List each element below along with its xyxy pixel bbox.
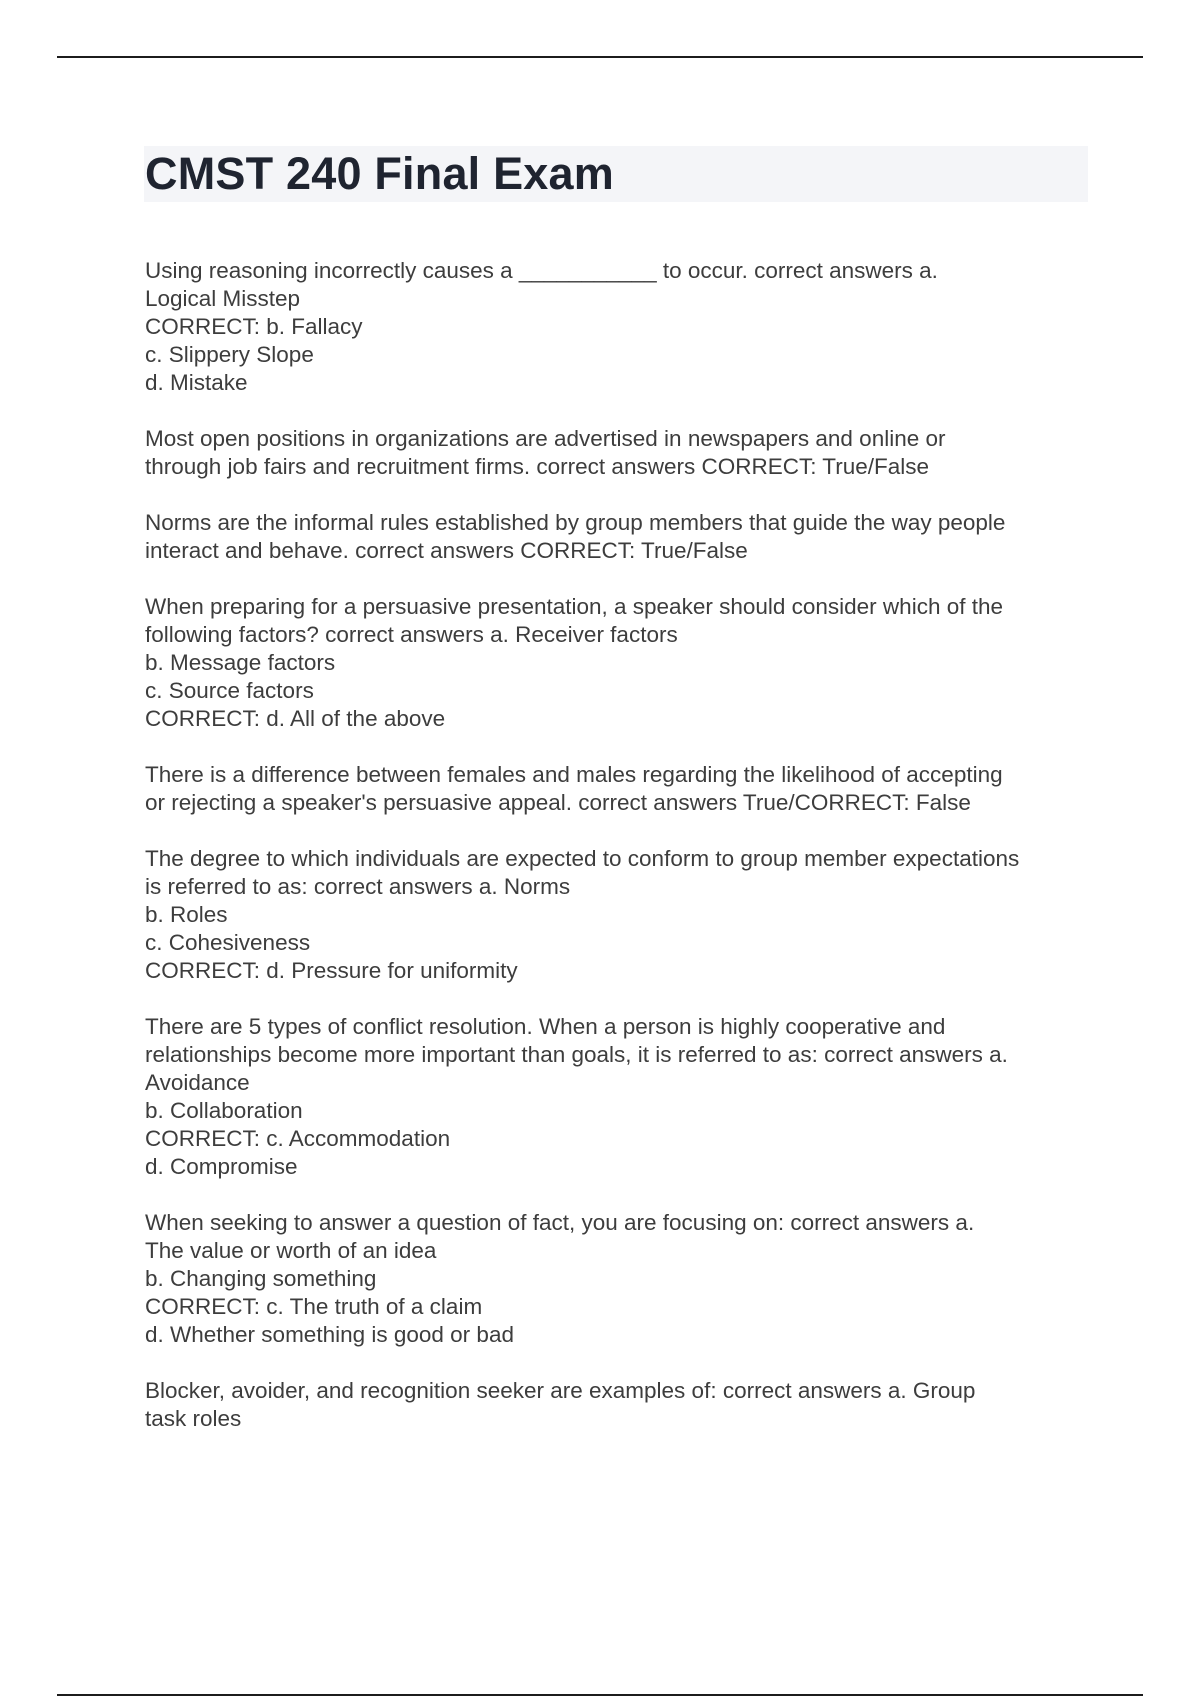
question-line: The degree to which individuals are expected to conform to group member expectations	[145, 846, 1020, 871]
question-line: There are 5 types of conflict resolution. When a person is highly cooperative and	[145, 1014, 946, 1039]
question-line: There is a difference between females and males regarding the likelihood of accepting	[145, 762, 1003, 787]
exam-content	[145, 257, 1095, 1461]
question-line: CORRECT: d. All of the above	[145, 706, 446, 731]
question-line: Avoidance	[145, 1070, 250, 1095]
question-line: interact and behave. correct answers CORRECT: True/False	[145, 538, 748, 563]
question-line: task roles	[145, 1406, 242, 1431]
question-line: Blocker, avoider, and recognition seeker are examples of: correct answers a. Group	[145, 1378, 976, 1403]
question-block	[145, 845, 1095, 985]
footer-rule	[57, 1694, 1143, 1696]
question-line: CORRECT: c. The truth of a claim	[145, 1294, 483, 1319]
question-line: d. Mistake	[145, 370, 248, 395]
question-block	[145, 761, 1095, 817]
question-block	[145, 425, 1095, 481]
question-line: Logical Misstep	[145, 286, 301, 311]
question-line: or rejecting a speaker's persuasive appeal. correct answers True/CORRECT: False	[145, 790, 971, 815]
question-line: b. Roles	[145, 902, 228, 927]
question-block	[145, 1377, 1095, 1433]
question-line: CORRECT: c. Accommodation	[145, 1126, 451, 1151]
question-block	[145, 509, 1095, 565]
question-line: Most open positions in organizations are advertised in newspapers and online or	[145, 426, 946, 451]
question-block	[145, 593, 1095, 733]
question-line: b. Collaboration	[145, 1098, 303, 1123]
question-line: b. Changing something	[145, 1266, 377, 1291]
question-line: d. Whether something is good or bad	[145, 1322, 514, 1347]
question-line: CORRECT: b. Fallacy	[145, 314, 363, 339]
question-line: relationships become more important than goals, it is referred to as: correct answers a.	[145, 1042, 1008, 1067]
question-line: c. Cohesiveness	[145, 930, 311, 955]
question-line: c. Slippery Slope	[145, 342, 314, 367]
question-line: When preparing for a persuasive presentation, a speaker should consider which of the	[145, 594, 1003, 619]
question-line: The value or worth of an idea	[145, 1238, 437, 1263]
header-rule	[57, 56, 1143, 58]
question-line: through job fairs and recruitment firms. correct answers CORRECT: True/False	[145, 454, 930, 479]
question-line: is referred to as: correct answers a. Norms	[145, 874, 571, 899]
question-line: c. Source factors	[145, 678, 314, 703]
question-line: When seeking to answer a question of fact, you are focusing on: correct answers a.	[145, 1210, 975, 1235]
page-title: CMST 240 Final Exam	[145, 148, 614, 199]
question-line: following factors? correct answers a. Receiver factors	[145, 622, 678, 647]
question-line: d. Compromise	[145, 1154, 298, 1179]
question-line: Using reasoning incorrectly causes a ___________ to occur. correct answers a.	[145, 258, 938, 283]
question-line: CORRECT: d. Pressure for uniformity	[145, 958, 518, 983]
question-block	[145, 1013, 1095, 1181]
question-line: b. Message factors	[145, 650, 336, 675]
question-block	[145, 257, 1095, 397]
question-block	[145, 1209, 1095, 1349]
question-line: Norms are the informal rules established by group members that guide the way people	[145, 510, 1006, 535]
